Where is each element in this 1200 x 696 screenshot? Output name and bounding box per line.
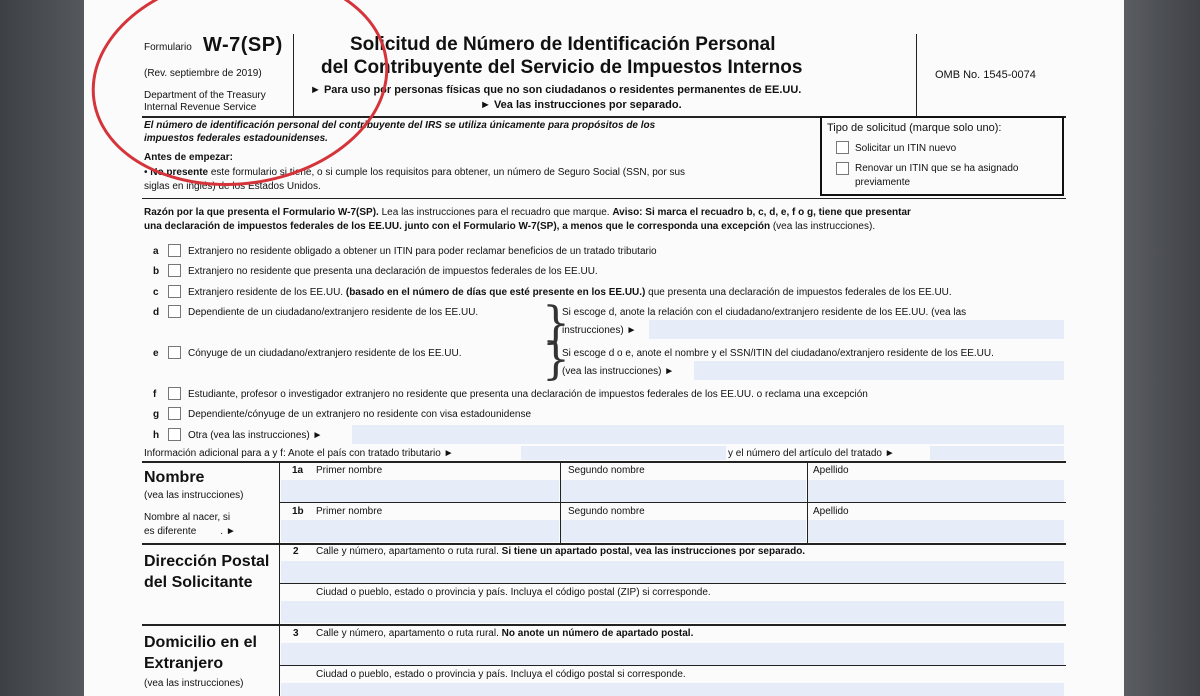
foreign-section-title-2: Extranjero <box>144 655 224 672</box>
form-title-line2: del Contribuyente del Servicio de Impuestos Internos <box>321 57 803 78</box>
reason-f-checkbox[interactable] <box>168 387 181 400</box>
mailing-street-label: Calle y número, apartamento o ruta rural. Si tiene un apartado postal, vea las instrucciones por separado. <box>316 546 806 557</box>
brace-d: } <box>542 298 570 349</box>
name-section-title: Nombre <box>144 469 205 486</box>
renew-itin-checkbox[interactable] <box>836 162 849 175</box>
header-divider-left <box>293 34 294 117</box>
reason-c-label: Extranjero residente de los EE.UU. (basado en el número de días que esté presente en los EE.UU.) que presenta una declaración de impuestos federales de los EE.UU. <box>188 287 952 298</box>
viewer-right-margin <box>1124 0 1200 696</box>
reason-letter-c: c <box>153 287 159 298</box>
form-subtitle-2: ► Vea las instrucciones por separado. <box>480 99 682 111</box>
last-name-field-1b[interactable] <box>808 520 1064 542</box>
reason-instructions-line2: una declaración de impuestos federales de los EE.UU. junto con el Formulario W-7(SP), a menos que le corresponda una excepción (vea las instrucciones). <box>144 221 876 232</box>
name-section-rule <box>142 543 1066 545</box>
mailing-section-title-2: del Solicitante <box>144 574 253 591</box>
mailing-street-field[interactable] <box>281 561 1064 583</box>
application-type-title: Tipo de solicitud (marque solo uno): <box>827 122 1002 134</box>
line-3: 3 <box>293 628 299 639</box>
first-name-field-1b[interactable] <box>281 520 559 542</box>
form-prefix: Formulario <box>144 42 192 53</box>
reason-letter-g: g <box>153 409 160 420</box>
form-subtitle-1: ► Para uso por personas físicas que no son ciudadanos o residentes permanentes de EE.UU. <box>310 84 802 96</box>
e-note-line1: Si escoge d o e, anote el nombre y el SSN/ITIN del ciudadano/extranjero residente de los EE.UU. <box>562 348 994 359</box>
reason-a-checkbox[interactable] <box>168 244 181 257</box>
name-row-rule <box>279 502 1066 503</box>
before-you-begin-label: Antes de empezar: <box>144 152 233 163</box>
e-note-line2: (vea las instrucciones) ► <box>562 366 675 377</box>
reason-instructions-line1: Razón por la que presenta el Formulario W-7(SP). Lea las instrucciones para el recuadro que marque. Aviso: Si marca el recuadro b, c, d, e, f o g, tiene que presentar <box>144 207 911 218</box>
treaty-article-field[interactable] <box>930 446 1064 460</box>
new-itin-checkbox[interactable] <box>836 141 849 154</box>
treaty-country-field[interactable] <box>521 446 726 460</box>
mailing-city-label: Ciudad o pueblo, estado o provincia y país. Incluya el código postal (ZIP) si corresponde. <box>316 587 711 598</box>
reason-a-label: Extranjero no residente obligado a obtener un ITIN para poder reclamar beneficios de un tratado tributario <box>188 246 657 257</box>
reason-letter-e: e <box>153 348 159 359</box>
first-name-label-1a: Primer nombre <box>316 465 383 476</box>
citizen-name-ssn-field[interactable] <box>694 361 1064 380</box>
header-divider-right <box>916 34 917 117</box>
last-name-field-1a[interactable] <box>808 480 1064 502</box>
mailing-section-title: Dirección Postal <box>144 553 270 570</box>
intro-rule <box>142 198 1066 199</box>
reason-f-label: Estudiante, profesor o investigador extranjero no residente que presenta una declaración de impuestos federales de los EE.UU. o reclama una excepción <box>188 389 868 400</box>
reason-letter-d: d <box>153 307 160 318</box>
reason-e-checkbox[interactable] <box>168 346 181 359</box>
name-section-subtitle: (vea las instrucciones) <box>144 490 244 501</box>
middle-name-label-1a: Segundo nombre <box>568 465 645 476</box>
foreign-section-subtitle: (vea las instrucciones) <box>144 678 244 689</box>
irs-statement-line1: El número de identificación personal del contribuyente del IRS se utiliza únicamente para propósitos de los <box>144 120 656 131</box>
foreign-section-title: Domicilio en el <box>144 634 257 651</box>
before-you-begin-text-2: siglas en inglés) de los Estados Unidos. <box>144 181 321 192</box>
mailing-row-rule <box>279 583 1066 584</box>
irs-statement-line2: impuestos federales estadounidenses. <box>144 133 328 144</box>
irs-label: Internal Revenue Service <box>144 102 257 113</box>
line-2: 2 <box>293 546 299 557</box>
d-note-line2: instrucciones) ► <box>562 325 637 336</box>
foreign-city-label: Ciudad o pueblo, estado o provincia y país. Incluya el código postal si corresponde. <box>316 669 686 680</box>
last-name-label-1b: Apellido <box>813 506 849 517</box>
d-note-line1: Si escoge d, anote la relación con el ciudadano/extranjero residente de los EE.UU. (vea las <box>562 307 967 318</box>
line-1a: 1a <box>292 465 304 476</box>
reason-rule <box>142 461 1066 463</box>
before-you-begin-text: • No presente este formulario si tiene, o si cumple los requisitos para obtener, un número de Seguro Social (SSN, por sus <box>144 167 686 178</box>
new-itin-label: Solicitar un ITIN nuevo <box>855 143 957 154</box>
form-page <box>84 0 1124 696</box>
reason-letter-f: f <box>153 389 157 400</box>
reason-g-checkbox[interactable] <box>168 407 181 420</box>
viewer-left-margin <box>0 0 84 696</box>
name-col-divider-1 <box>560 461 561 543</box>
reason-letter-a: a <box>153 246 159 257</box>
foreign-city-field[interactable] <box>281 683 1064 696</box>
foreign-street-label: Calle y número, apartamento o ruta rural. No anote un número de apartado postal. <box>316 628 694 639</box>
last-name-label-1a: Apellido <box>813 465 849 476</box>
foreign-street-field[interactable] <box>281 643 1064 665</box>
form-number: W-7(SP) <box>203 34 283 56</box>
reason-letter-h: h <box>153 430 160 441</box>
first-name-label-1b: Primer nombre <box>316 506 383 517</box>
relationship-field[interactable] <box>649 320 1064 339</box>
foreign-row-rule <box>279 665 1066 666</box>
middle-name-field-1a[interactable] <box>561 480 806 502</box>
reason-h-label: Otra (vea las instrucciones) ► <box>188 430 323 441</box>
mailing-city-field[interactable] <box>281 601 1064 623</box>
first-name-field-1a[interactable] <box>281 480 559 502</box>
reason-c-checkbox[interactable] <box>168 285 181 298</box>
reason-h-checkbox[interactable] <box>168 428 181 441</box>
middle-name-label-1b: Segundo nombre <box>568 506 645 517</box>
reason-e-label: Cónyuge de un ciudadano/extranjero residente de los EE.UU. <box>188 348 462 359</box>
birth-name-label-2: es diferente . ► <box>144 526 236 537</box>
line-1b: 1b <box>292 506 304 517</box>
birth-name-label: Nombre al nacer, si <box>144 512 231 523</box>
reason-d-checkbox[interactable] <box>168 305 181 318</box>
treaty-article-label: y el número del artículo del tratado ► <box>728 448 895 459</box>
department-label: Department of the Treasury <box>144 90 266 101</box>
name-col-divider-2 <box>807 461 808 543</box>
other-reason-field[interactable] <box>352 425 1064 444</box>
mailing-section-rule <box>142 624 1066 626</box>
reason-b-checkbox[interactable] <box>168 264 181 277</box>
brace-e: } <box>542 334 570 385</box>
reason-d-label: Dependiente de un ciudadano/extranjero residente de los EE.UU. <box>188 307 479 318</box>
renew-itin-label: Renovar un ITIN que se ha asignado <box>855 163 1019 174</box>
reason-letter-b: b <box>153 266 160 277</box>
reason-g-label: Dependiente/cónyuge de un extranjero no residente con visa estadounidense <box>188 409 532 420</box>
omb-number: OMB No. 1545-0074 <box>935 69 1036 81</box>
renew-itin-label-2: previamente <box>855 177 911 188</box>
form-title-line1: Solicitud de Número de Identificación Personal <box>350 34 776 55</box>
middle-name-field-1b[interactable] <box>561 520 806 542</box>
additional-info-label: Información adicional para a y f: Anote el país con tratado tributario ► <box>144 448 454 459</box>
section-label-divider <box>279 461 280 696</box>
reason-b-label: Extranjero no residente que presenta una declaración de impuestos federales de los EE.UU. <box>188 266 598 277</box>
revision-date: (Rev. septiembre de 2019) <box>144 68 262 79</box>
